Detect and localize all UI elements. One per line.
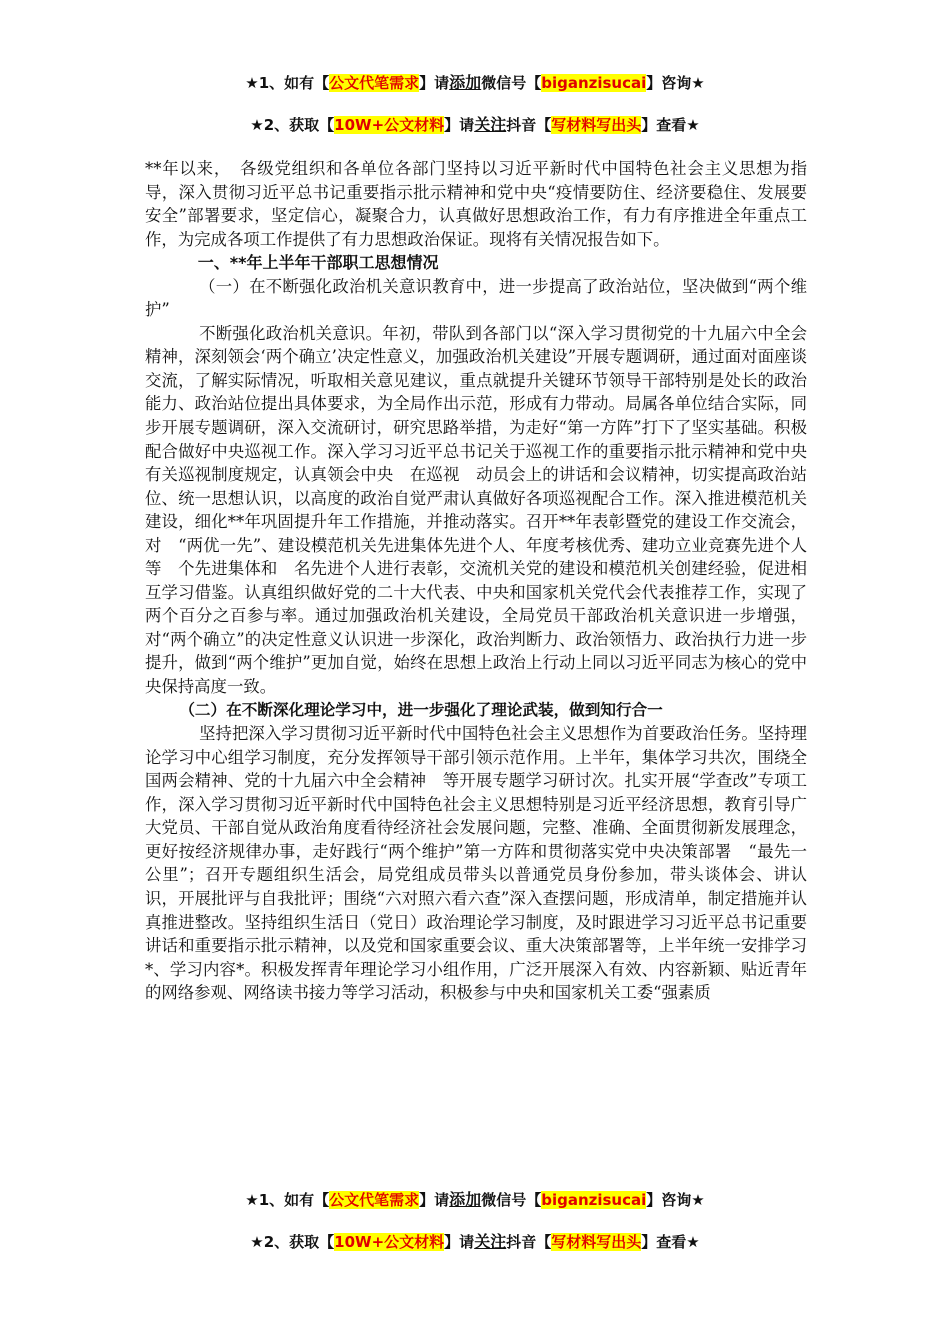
- highlight-text: 公文代笔需求: [329, 74, 420, 92]
- document-body: [145, 157, 807, 1005]
- banner-text: 】请: [444, 116, 475, 134]
- banner-text: 】咨询: [646, 74, 692, 92]
- banner-text: 1、如有【: [258, 1191, 330, 1209]
- banner-text: 2、获取【: [263, 116, 335, 134]
- underline-text: 添加: [449, 1190, 482, 1209]
- highlight-text: biganzisucai: [541, 1191, 647, 1209]
- banner-text: 】请: [419, 1191, 450, 1209]
- underline-text: 添加: [449, 73, 482, 92]
- highlight-text: biganzisucai: [541, 74, 647, 92]
- banner-text: 】查看: [641, 1233, 687, 1251]
- star-icon: ★: [691, 1191, 705, 1209]
- highlight-text: 10W+公文材料: [334, 116, 445, 134]
- promo-banner-3: [0, 1187, 950, 1210]
- underline-text: 关注: [474, 115, 507, 134]
- highlight-text: 写材料写出头: [551, 1233, 642, 1251]
- star-icon: ★: [245, 74, 259, 92]
- section-heading: 一、**年上半年干部职工思想情况: [197, 253, 439, 273]
- highlight-text: 公文代笔需求: [329, 1191, 420, 1209]
- banner-text: 】咨询: [646, 1191, 692, 1209]
- banner-text: 微信号【: [481, 74, 542, 92]
- banner-text: 1、如有【: [258, 74, 330, 92]
- banner-text: 微信号【: [481, 1191, 542, 1209]
- banner-text: 抖音【: [506, 116, 552, 134]
- subsection-heading: （二）在不断深化理论学习中，进一步强化了理论武装，做到知行合一: [179, 700, 663, 719]
- banner-text: 】查看: [641, 116, 687, 134]
- underline-text: 关注: [474, 1232, 507, 1251]
- star-icon: ★: [245, 1191, 259, 1209]
- star-icon: ★: [691, 74, 705, 92]
- highlight-text: 写材料写出头: [551, 116, 642, 134]
- promo-banner-2: [0, 112, 950, 135]
- star-icon: ★: [250, 1233, 264, 1251]
- star-icon: ★: [686, 116, 700, 134]
- star-icon: ★: [250, 116, 264, 134]
- star-icon: ★: [686, 1233, 700, 1251]
- promo-banner-1: [0, 70, 950, 93]
- body-paragraph: 坚持把深入学习贯彻习近平新时代中国特色社会主义思想作为首要政治任务。坚持理论学习中心组学习制度，充分发挥领导干部引领示范作用。上半年，集体学习共次，围绕全国两会精神、党的十九届六中全会精神 等开展专题学习研讨次。扎实开展“学查改”专项工作，深入学习贯彻习近平新时代中国特色社会主义思想特别是习近平经济思想，教育引导广大党员、干部自觉从政治角度看待经济社会发展问题，完整、准确、全面贯彻新发展理念，更好按经济规律办事，走好践行“两个维护”第一方阵和贯彻落实党中央决策部署 “最先一公里”；召开专题组织生活会，局党组成员带头以普通党员身份参加，带头谈体会、讲认识，开展批评与自我批评；围绕“六对照六看六查”深入查摆问题，形成清单，制定措施并认真推进整改。坚持组织生活日（党日）政治理论学习制度，及时跟进学习习近平总书记重要讲话和重要指示批示精神，以及党和国家重要会议、重大决策部署等，上半年统一安排学习*、学习内容*。积极发挥青年理论学习小组作用，广泛开展深入有效、内容新颖、贴近青年的网络参观、网络读书接力等学习活动，积极参与中央和国家机关工委“强素质: [145, 724, 807, 1003]
- highlight-text: 10W+公文材料: [334, 1233, 445, 1251]
- banner-text: 抖音【: [506, 1233, 552, 1251]
- banner-text: 2、获取【: [263, 1233, 335, 1251]
- promo-banner-4: [0, 1229, 950, 1252]
- body-paragraph: 不断强化政治机关意识。年初，带队到各部门以“深入学习贯彻党的十九届六中全会精神，深刻领会‘两个确立’决定性意义，加强政治机关建设”开展专题调研，通过面对面座谈交流，了解实际情况，听取相关意见建议，重点就提升关键环节领导干部特别是处长的政治能力、政治站位提出具体要求，为全局作出示范，形成有力带动。局属各单位结合实际，同步开展专题调研，深入交流研讨，研究思路举措，为走好“第一方阵”打下了坚实基础。积极配合做好中央巡视工作。深入学习习近平总书记关于巡视工作的重要指示批示精神和党中央有关巡视制度规定，认真领会中央 在巡视 动员会上的讲话和会议精神，切实提高政治站位、统一思想认识，以高度的政治自觉严肃认真做好各项巡视配合工作。深入推进模范机关建设，细化**年巩固提升年工作措施，并推动落实。召开**年表彰暨党的建设工作交流会，对 “两优一先”、建设模范机关先进集体先进个人、年度考核优秀、建功立业竞赛先进个人等 个先进集体和 名先进个人进行表彰，交流机关党的建设和模范机关创建经验，促进相互学习借鉴。认真组织做好党的二十大代表、中央和国家机关党代会代表推荐工作，实现了两个百分之百参与率。通过加强政治机关建设，全局党员干部政治机关意识进一步增强，对“两个确立”的决定性意义认识进一步深化，政治判断力、政治领悟力、政治执行力进一步提升，做到“两个维护”更加自觉，始终在思想上政治上行动上同以习近平同志为核心的党中央保持高度一致。: [145, 323, 807, 697]
- banner-text: 】请: [419, 74, 450, 92]
- subsection-heading: （一）在不断强化政治机关意识教育中，进一步提高了政治站位，坚决做到“两个维护”: [145, 276, 807, 320]
- banner-text: 】请: [444, 1233, 475, 1251]
- intro-paragraph: **年以来， 各级党组织和各单位各部门坚持以习近平新时代中国特色社会主义思想为指导，深入贯彻习近平总书记重要指示批示精神和党中央“疫情要防住、经济要稳住、发展要安全”部署要求，坚定信心，凝聚合力，认真做好思想政治工作，有力有序推进全年重点工作，为完成各项工作提供了有力思想政治保证。现将有关情况报告如下。: [145, 159, 807, 249]
